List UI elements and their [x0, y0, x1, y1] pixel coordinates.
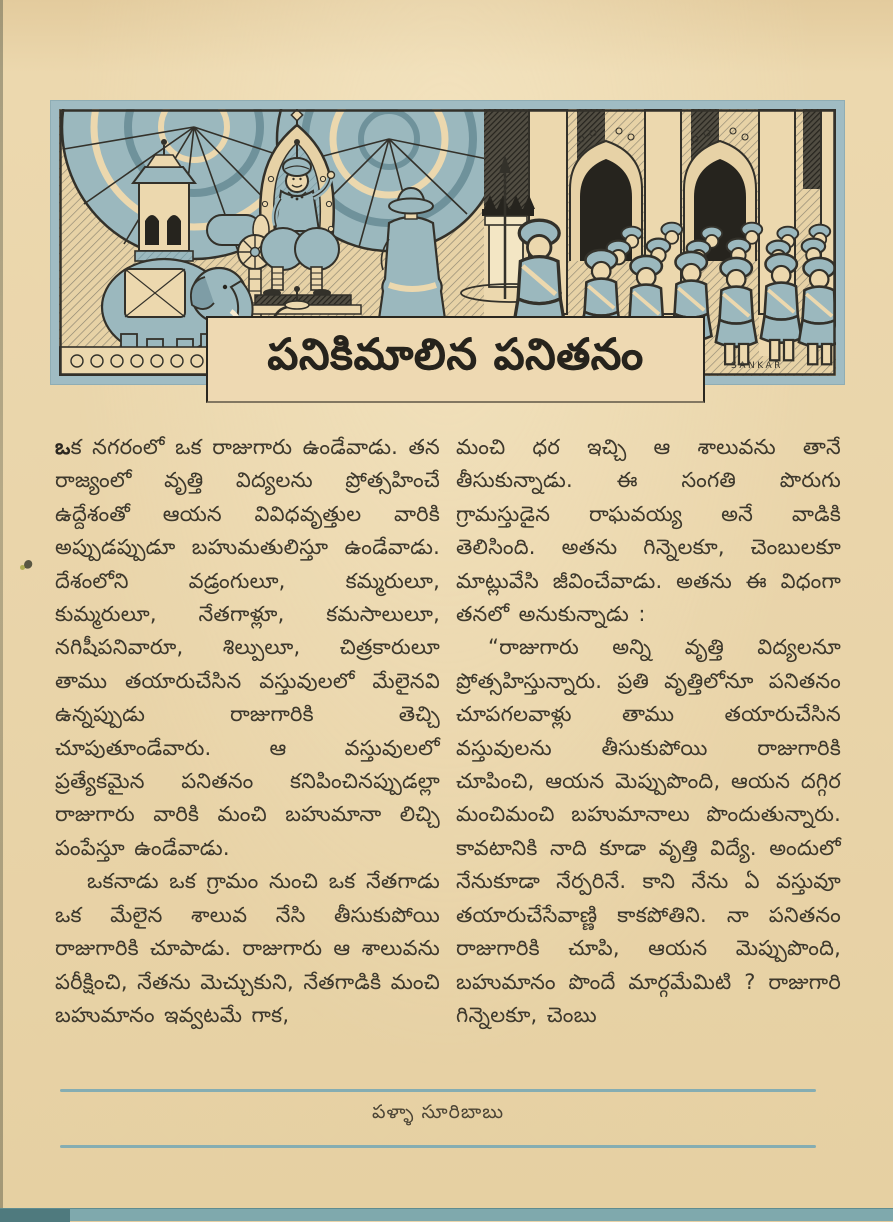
artist-signature: SANKAR [731, 361, 783, 371]
footer-rule-bottom [60, 1145, 816, 1148]
footer-rule-top [60, 1089, 816, 1092]
page-left-edge [0, 0, 3, 1221]
paragraph-2: ఒకనాడు ఒక గ్రామం నుంచి ఒక నేతగాడు ఒక మేలైన శాలువ నేసి తీసుకుపోయి రాజుగారికి చూపాడు. రాజుగారు ఆ శాలువను పరీక్షించి, నేతను మెచ్చుకుని, నేతగాడికి మంచి బహుమానం ఇవ్వటమే గాక, [55, 869, 440, 1027]
story-columns [55, 431, 841, 1032]
drop-cap: ఒ [55, 435, 71, 459]
paragraph-1-text: క నగరంలో ఒక రాజుగారు ఉండేవాడు. తన రాజ్యంలో వృత్తి విద్యలను ప్రోత్సహించే ఉద్దేశంతో ఆయన వివిధవృత్తుల వారికి అప్పుడప్పుడూ బహుమతులిస్తూ ఉండేవాడు. దేశంలోని వడ్రంగులూ, కమ్మరులూ, కుమ్మరులూ, నేతగాళ్లూ, కమసాలులూ, నగిషీపనివారూ, శిల్పులూ, చిత్రకారులూ తాము తయారుచేసిన వస్తువులలో మేలైనవి ఉన్నప్పుడు రాజుగారికి తెచ్చి చూపుతూండేవారు. ఆ వస్తువులలో ప్రత్యేకమైన పనితనం కనిపించినప్పుడల్లా రాజుగారు వారికి మంచి బహుమానా లిచ్చి పంపేస్తూ ఉండేవాడు. [55, 435, 440, 860]
author-byline: పళ్ళా సూరిబాబు [371, 1101, 505, 1123]
right-column [456, 431, 841, 1032]
paragraph-4: “రాజుగారు అన్ని వృత్తి విద్యలనూ ప్రోత్సహిస్తున్నారు. ప్రతి వృత్తిలోనూ పనితనం చూపగలవాళ్లు తాము తయారుచేసిన వస్తువులను తీసుకుపోయి రాజుగారికి చూపించి, ఆయన మెప్పుపొంది, ఆయన దగ్గిర మంచిమంచి బహుమానాలు పొందుతున్నారు. కావటానికి నాది కూడా వృత్తి విద్యే. అందులో నేనుకూడా నేర్పరినే. కాని నేను ఏ వస్తువూ తయారుచేసేవాణ్ణి కాకపోతిని. నా పనితనం రాజుగారికి చూపి, ఆయన మెప్పుపొంది, బహుమానం పొందే మార్గమేమిటి ? రాజుగారి గిన్నెలకూ, చెంబు [456, 635, 841, 1027]
bottom-edge-strip [0, 1208, 893, 1221]
story-title: పనికిమాలిన పనితనం [267, 329, 644, 380]
ink-blot [24, 560, 33, 570]
left-column [55, 431, 440, 1032]
title-box [206, 316, 705, 403]
paragraph-1 [55, 431, 440, 865]
paragraph-3: మంచి ధర ఇచ్చి ఆ శాలువను తానే తీసుకున్నాడు. ఈ సంగతి పొరుగు గ్రామస్తుడైన రాఘవయ్య అనే వాడికి తెలిసింది. అతను గిన్నెలకూ, చెంబులకూ మాట్లువేసి జీవించేవాడు. అతను ఈ విధంగా తనలో అనుకున్నాడు : [456, 435, 841, 627]
